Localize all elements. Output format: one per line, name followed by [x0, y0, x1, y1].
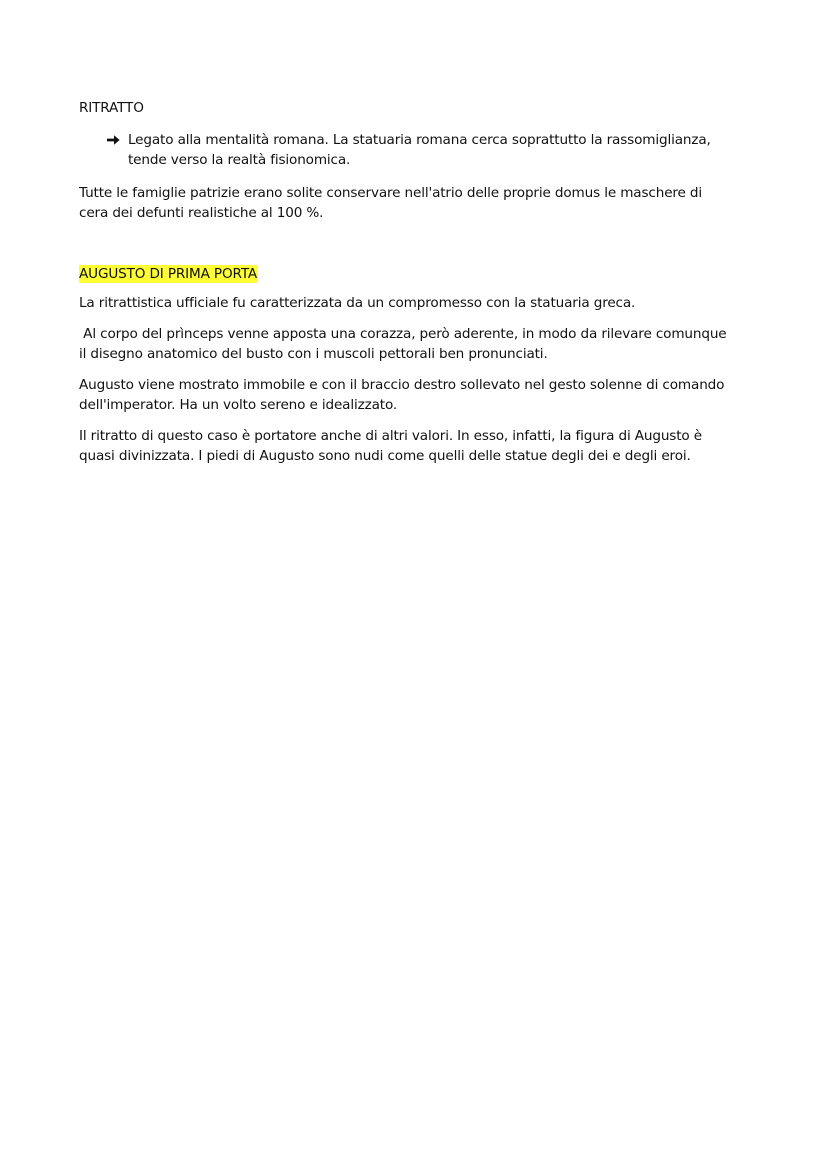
paragraph-line-1: Tutte le famiglie patrizie erano solite conservare nell'atrio delle proprie domus le maschere di — [79, 185, 703, 201]
paragraph-line-2: quasi divinizzata. I piedi di Augusto sono nudi come quelli delle statue degli dei e degli eroi. — [79, 448, 691, 464]
bullet-item — [107, 130, 751, 170]
paragraph-line-2: dell'imperator. Ha un volto sereno e idealizzato. — [79, 397, 398, 413]
section-heading-augusto: AUGUSTO DI PRIMA PORTA — [79, 266, 258, 282]
bullet-text — [128, 130, 751, 170]
paragraph-ritrattistica — [79, 293, 751, 313]
section-heading-ritratto: RITRATTO — [79, 100, 144, 116]
paragraph-augusto-immobile — [79, 375, 751, 415]
paragraph-divinizzata — [79, 426, 751, 466]
paragraph-line-1: Al corpo del prìnceps venne apposta una corazza, però aderente, in modo da rilevare comunque — [79, 326, 727, 342]
paragraph-line-2: cera dei defunti realistiche al 100 %. — [79, 205, 324, 221]
section-heading-augusto-wrap — [79, 264, 751, 284]
paragraph-line-1: Augusto viene mostrato immobile e con il braccio destro sollevato nel gesto solenne di comando — [79, 377, 725, 393]
right-arrow-icon — [107, 130, 128, 150]
bullet-line-2: tende verso la realtà fisionomica. — [128, 152, 351, 168]
paragraph-line-2: il disegno anatomico del busto con i muscoli pettorali ben pronunciati. — [79, 346, 548, 362]
paragraph-line-1: Il ritratto di questo caso è portatore anche di altri valori. In esso, infatti, la figura di Augusto è — [79, 428, 702, 444]
document-body — [79, 98, 751, 466]
bullet-line-1: Legato alla mentalità romana. La statuaria romana cerca soprattutto la rassomiglianza, — [128, 132, 711, 148]
paragraph-famiglie-patrizie — [79, 183, 751, 223]
paragraph-line-1: La ritrattistica ufficiale fu caratterizzata da un compromesso con la statuaria greca. — [79, 295, 636, 311]
paragraph-corazza — [79, 324, 751, 364]
